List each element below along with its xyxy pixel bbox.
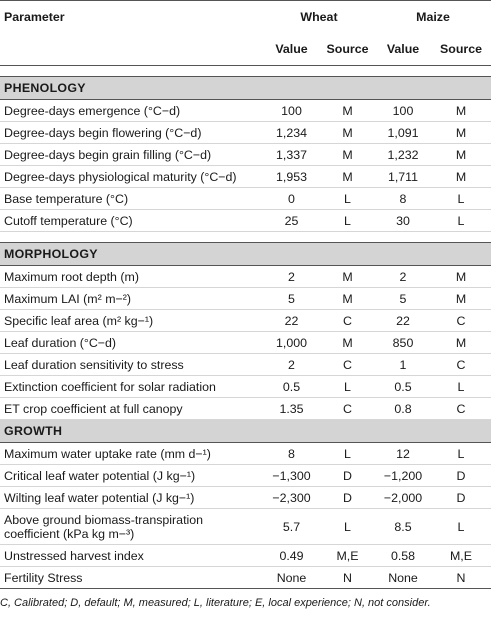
wheat-source-cell: M	[320, 122, 375, 144]
wheat-source-cell: M	[320, 332, 375, 354]
maize-value-cell: 5	[375, 288, 431, 310]
wheat-source-cell: L	[320, 443, 375, 465]
parameter-cell: Maximum LAI (m² m−²)	[0, 288, 263, 310]
maize-value-cell: 1,711	[375, 166, 431, 188]
wheat-source-cell: C	[320, 398, 375, 420]
maize-source-cell: D	[431, 487, 491, 509]
wheat-value-cell: 1,337	[263, 144, 320, 166]
header-parameter: Parameter	[0, 1, 263, 34]
table-row	[0, 122, 491, 144]
wheat-value-cell: 5.7	[263, 509, 320, 545]
table-row	[0, 144, 491, 166]
section-header-row	[0, 243, 491, 266]
maize-value-cell: −2,000	[375, 487, 431, 509]
maize-value-cell: 2	[375, 266, 431, 288]
maize-value-cell: 0.5	[375, 376, 431, 398]
wheat-value-cell: 1,234	[263, 122, 320, 144]
section-title: MORPHOLOGY	[0, 243, 491, 266]
table-row	[0, 354, 491, 376]
wheat-source-cell: M,E	[320, 545, 375, 567]
wheat-source-cell: N	[320, 567, 375, 589]
wheat-source-cell: M	[320, 100, 375, 122]
wheat-value-cell: 0	[263, 188, 320, 210]
parameter-cell: Leaf duration (°C−d)	[0, 332, 263, 354]
parameter-cell: Fertility Stress	[0, 567, 263, 589]
parameter-cell: Base temperature (°C)	[0, 188, 263, 210]
parameter-cell: Specific leaf area (m² kg−¹)	[0, 310, 263, 332]
wheat-value-cell: None	[263, 567, 320, 589]
wheat-source-cell: L	[320, 188, 375, 210]
maize-source-cell: C	[431, 398, 491, 420]
maize-source-cell: M,E	[431, 545, 491, 567]
wheat-value-cell: 1,953	[263, 166, 320, 188]
spacer-cell	[0, 66, 491, 77]
maize-source-cell: M	[431, 122, 491, 144]
table-row	[0, 487, 491, 509]
header-row-fields	[0, 34, 491, 66]
table-row	[0, 166, 491, 188]
spacer-cell	[0, 232, 491, 243]
maize-value-cell: 100	[375, 100, 431, 122]
table-row	[0, 310, 491, 332]
wheat-value-cell: 22	[263, 310, 320, 332]
wheat-source-cell: L	[320, 210, 375, 232]
header-wheat: Wheat	[263, 1, 375, 34]
parameter-cell: Degree-days physiological maturity (°C−d)	[0, 166, 263, 188]
parameter-cell: Wilting leaf water potential (J kg−¹)	[0, 487, 263, 509]
header-wheat-source: Source	[320, 34, 375, 66]
maize-value-cell: 850	[375, 332, 431, 354]
table-row	[0, 266, 491, 288]
table-body	[0, 66, 491, 589]
maize-source-cell: C	[431, 310, 491, 332]
header-maize-value: Value	[375, 34, 431, 66]
parameter-cell: Degree-days begin flowering (°C−d)	[0, 122, 263, 144]
maize-value-cell: 8	[375, 188, 431, 210]
wheat-source-cell: M	[320, 288, 375, 310]
table-row	[0, 443, 491, 465]
header-maize: Maize	[375, 1, 491, 34]
header-row-crops	[0, 1, 491, 34]
header-maize-source: Source	[431, 34, 491, 66]
maize-source-cell: L	[431, 443, 491, 465]
wheat-value-cell: 5	[263, 288, 320, 310]
wheat-source-cell: C	[320, 354, 375, 376]
wheat-source-cell: C	[320, 310, 375, 332]
section-spacer	[0, 232, 491, 243]
wheat-value-cell: −1,300	[263, 465, 320, 487]
parameter-cell: Degree-days emergence (°C−d)	[0, 100, 263, 122]
table-row	[0, 210, 491, 232]
parameter-cell: Maximum water uptake rate (mm d−¹)	[0, 443, 263, 465]
wheat-value-cell: 0.5	[263, 376, 320, 398]
table-row	[0, 376, 491, 398]
wheat-value-cell: 25	[263, 210, 320, 232]
maize-value-cell: 1	[375, 354, 431, 376]
maize-source-cell: C	[431, 354, 491, 376]
wheat-value-cell: 2	[263, 266, 320, 288]
table-row	[0, 465, 491, 487]
header-wheat-value: Value	[263, 34, 320, 66]
maize-source-cell: L	[431, 188, 491, 210]
parameter-cell: Unstressed harvest index	[0, 545, 263, 567]
maize-value-cell: 1,091	[375, 122, 431, 144]
parameter-cell: Critical leaf water potential (J kg−¹)	[0, 465, 263, 487]
maize-source-cell: M	[431, 288, 491, 310]
wheat-source-cell: M	[320, 144, 375, 166]
maize-value-cell: None	[375, 567, 431, 589]
parameter-cell: Degree-days begin grain filling (°C−d)	[0, 144, 263, 166]
parameter-cell: Maximum root depth (m)	[0, 266, 263, 288]
maize-value-cell: 22	[375, 310, 431, 332]
table-row	[0, 398, 491, 420]
table-row	[0, 545, 491, 567]
table-row	[0, 509, 491, 545]
wheat-value-cell: 8	[263, 443, 320, 465]
maize-source-cell: N	[431, 567, 491, 589]
maize-value-cell: 0.58	[375, 545, 431, 567]
maize-value-cell: −1,200	[375, 465, 431, 487]
maize-source-cell: M	[431, 332, 491, 354]
parameter-cell: Above ground biomass-transpiration coefficient (kPa kg m−³)	[0, 509, 263, 545]
parameter-cell: Leaf duration sensitivity to stress	[0, 354, 263, 376]
table-row	[0, 100, 491, 122]
section-title: PHENOLOGY	[0, 77, 491, 100]
section-header-row	[0, 77, 491, 100]
maize-source-cell: L	[431, 210, 491, 232]
section-title: GROWTH	[0, 420, 491, 443]
maize-value-cell: 30	[375, 210, 431, 232]
table-row	[0, 567, 491, 589]
table-row	[0, 288, 491, 310]
table-footnote: C, Calibrated; D, default; M, measured; L, literature; E, local experience; N, not consider.	[0, 597, 431, 609]
maize-value-cell: 0.8	[375, 398, 431, 420]
table-row	[0, 188, 491, 210]
maize-value-cell: 1,232	[375, 144, 431, 166]
wheat-value-cell: 2	[263, 354, 320, 376]
maize-source-cell: M	[431, 166, 491, 188]
wheat-source-cell: M	[320, 266, 375, 288]
wheat-value-cell: 0.49	[263, 545, 320, 567]
maize-value-cell: 12	[375, 443, 431, 465]
maize-source-cell: L	[431, 376, 491, 398]
wheat-source-cell: D	[320, 487, 375, 509]
wheat-value-cell: 1.35	[263, 398, 320, 420]
maize-source-cell: M	[431, 144, 491, 166]
header-empty	[0, 34, 263, 66]
wheat-value-cell: 1,000	[263, 332, 320, 354]
table-row	[0, 332, 491, 354]
wheat-source-cell: L	[320, 376, 375, 398]
wheat-source-cell: L	[320, 509, 375, 545]
maize-source-cell: M	[431, 266, 491, 288]
parameter-cell: ET crop coefficient at full canopy	[0, 398, 263, 420]
wheat-value-cell: −2,300	[263, 487, 320, 509]
maize-source-cell: M	[431, 100, 491, 122]
parameter-cell: Extinction coefficient for solar radiation	[0, 376, 263, 398]
maize-source-cell: L	[431, 509, 491, 545]
wheat-value-cell: 100	[263, 100, 320, 122]
section-header-row	[0, 420, 491, 443]
maize-source-cell: D	[431, 465, 491, 487]
wheat-source-cell: D	[320, 465, 375, 487]
wheat-source-cell: M	[320, 166, 375, 188]
maize-value-cell: 8.5	[375, 509, 431, 545]
section-spacer	[0, 66, 491, 77]
parameter-cell: Cutoff temperature (°C)	[0, 210, 263, 232]
